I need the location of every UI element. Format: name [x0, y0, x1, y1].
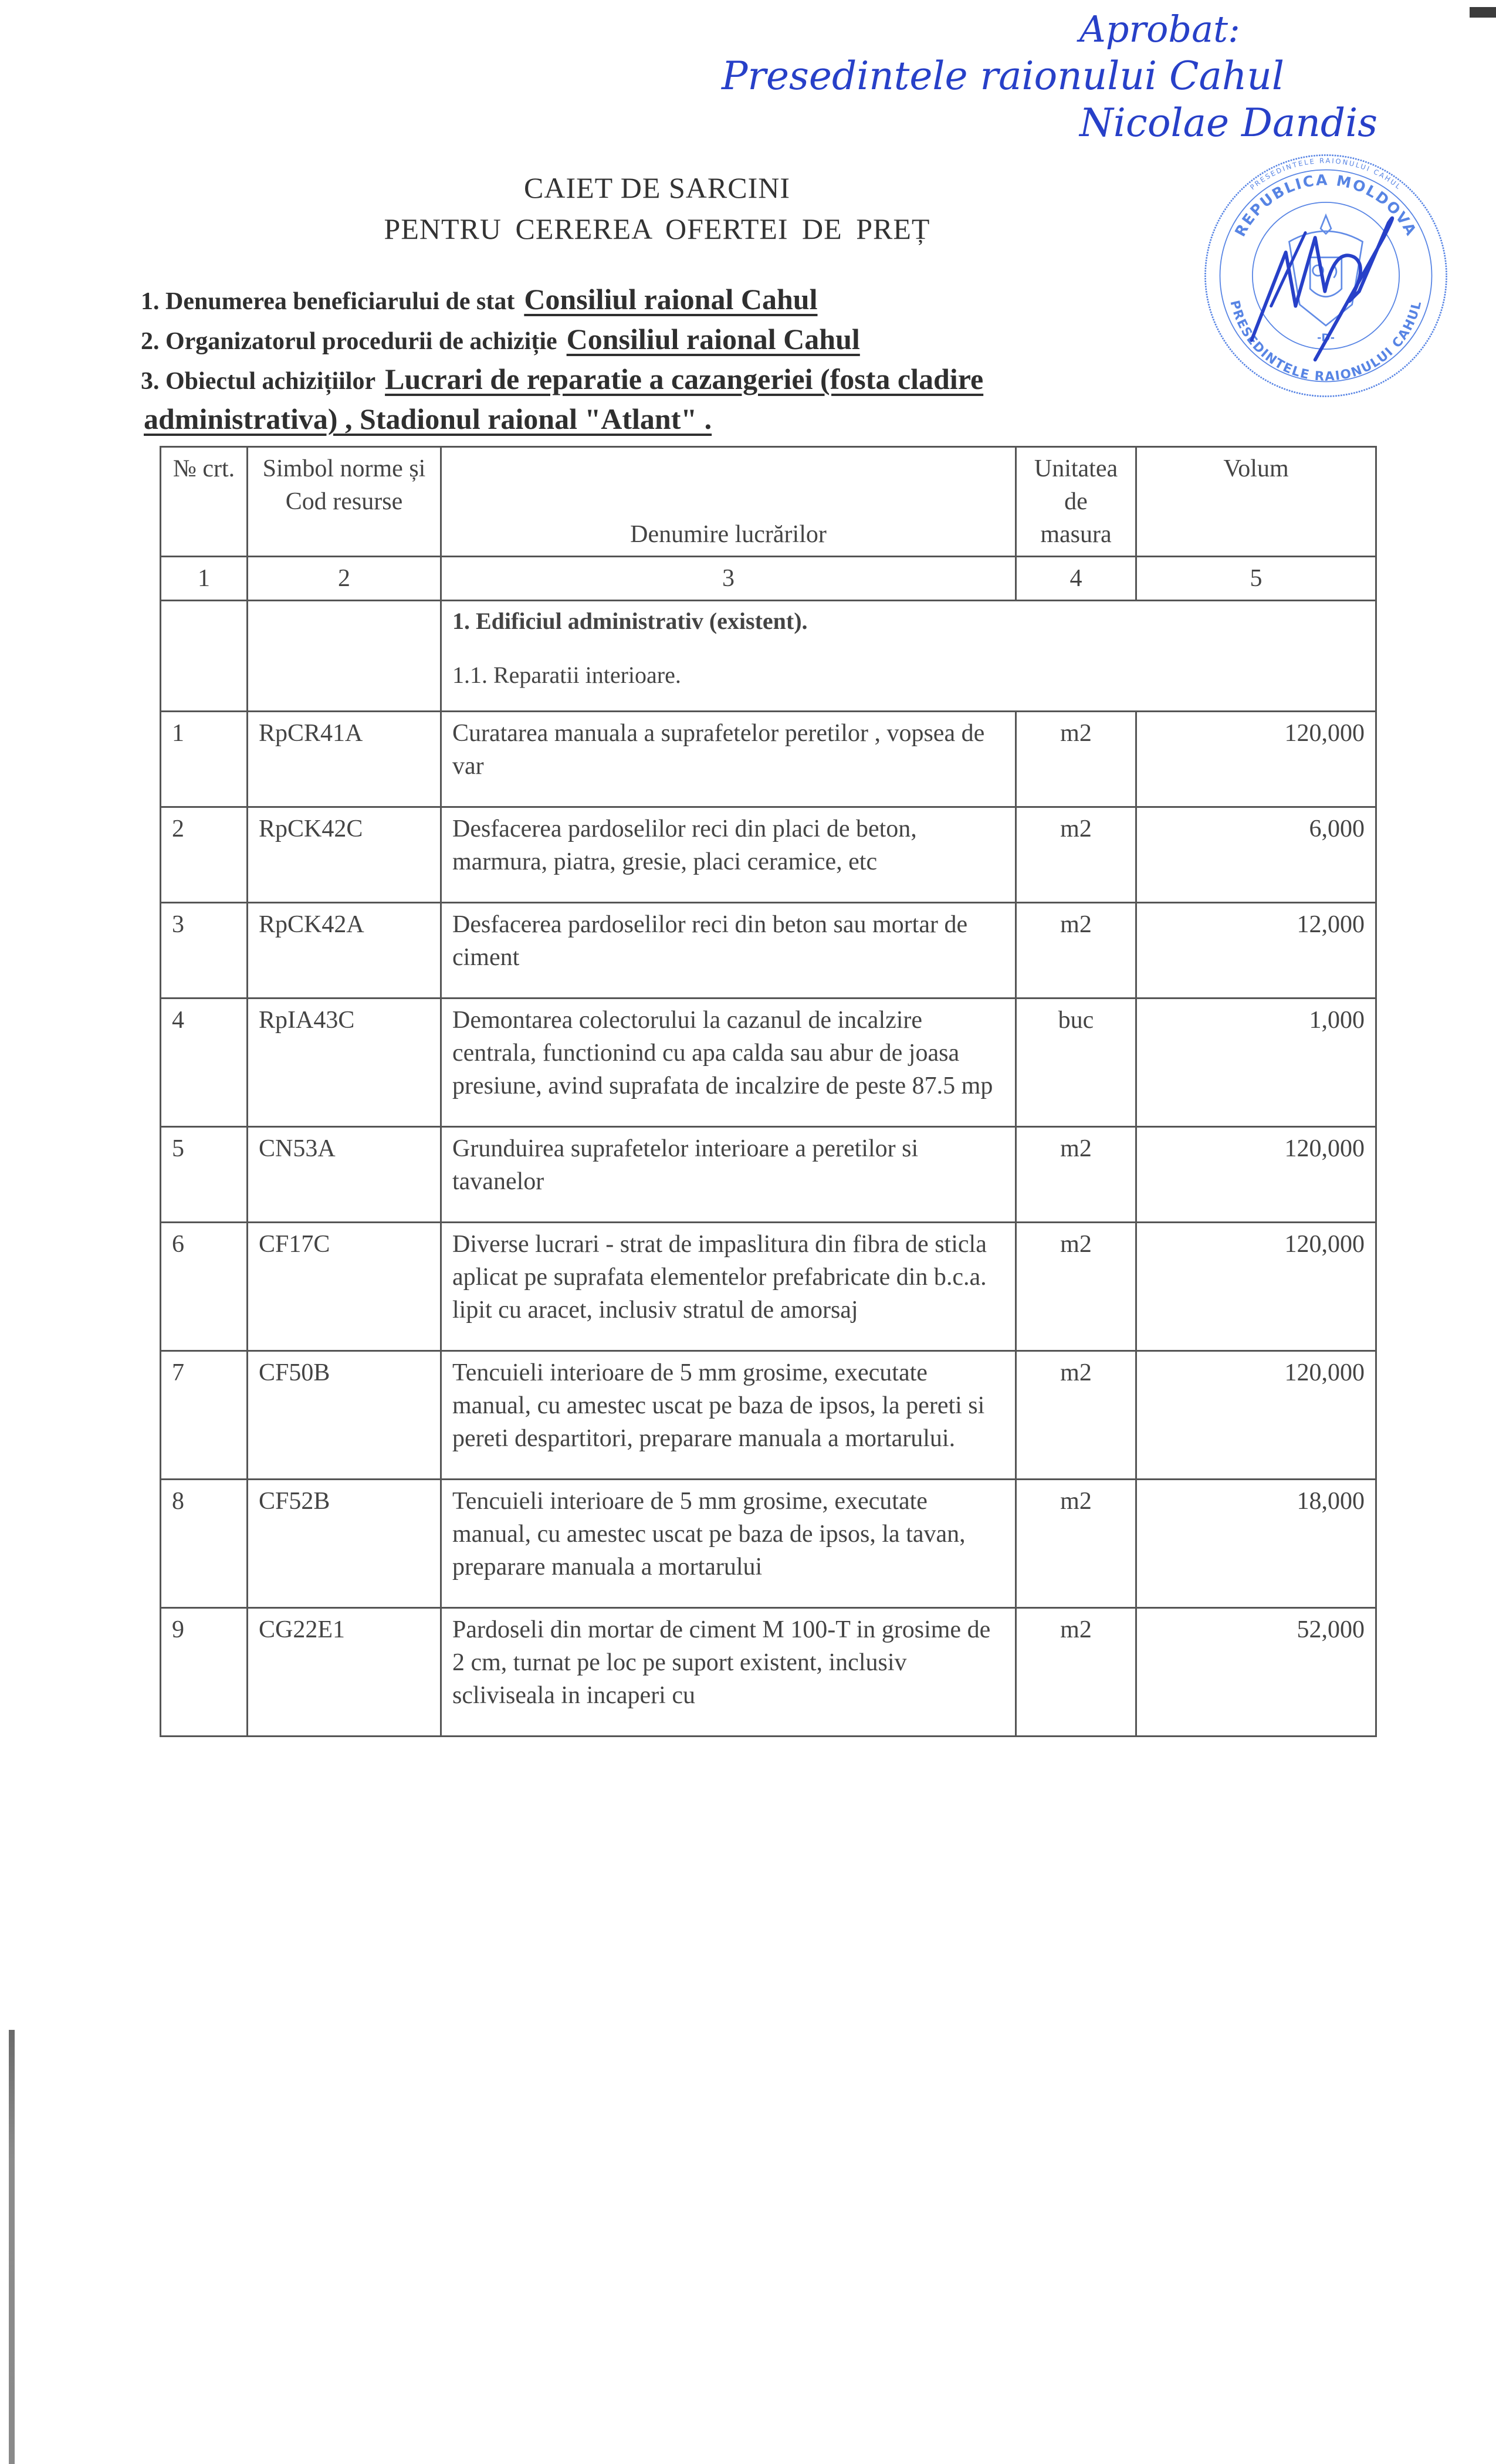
- row-number: 9: [161, 1608, 248, 1737]
- stamp-center-mark: -D-: [1317, 331, 1335, 344]
- row-code: CF17C: [248, 1223, 441, 1351]
- row-number: 4: [161, 999, 248, 1127]
- stamp-top-text: REPUBLICA MOLDOVA: [1231, 171, 1420, 239]
- table-header-row: [161, 447, 1376, 557]
- organizer-field: [141, 320, 1191, 360]
- field-label: 3. Obiectul achizițiilor: [141, 368, 376, 395]
- row-unit: buc: [1016, 999, 1136, 1127]
- column-number-row: [161, 557, 1376, 601]
- field-value: Lucrari de reparatie a cazangeriei (fosta cladire: [385, 363, 984, 395]
- section-row: [161, 601, 1376, 712]
- row-code: RpIA43C: [248, 999, 441, 1127]
- scan-edge-mark: [1470, 7, 1496, 18]
- column-number: 5: [1136, 557, 1376, 601]
- stamp-bottom-text: PRESEDINTELE RAIONULUI CAHUL: [1227, 299, 1425, 384]
- row-number: 1: [161, 712, 248, 807]
- column-number: 4: [1016, 557, 1136, 601]
- row-number: 7: [161, 1351, 248, 1480]
- scan-edge-mark: [9, 2030, 15, 2464]
- empty-cell: [161, 601, 248, 712]
- column-number: 1: [161, 557, 248, 601]
- empty-cell: [248, 601, 441, 712]
- document-subtitle: PENTRU CEREREA OFERTEI DE PREȚ: [384, 212, 930, 245]
- row-volume: 12,000: [1136, 903, 1376, 999]
- subsection-title: 1.1. Reparatii interioare.: [452, 662, 681, 688]
- row-description: Demontarea colectorului la cazanul de incalzire centrala, functionind cu apa calda sau abur de joasa presiune, avind suprafata de incalzire de peste 87.5 mp: [441, 999, 1016, 1127]
- table-row: [161, 1351, 1376, 1480]
- signature: [1238, 194, 1402, 370]
- row-number: 5: [161, 1127, 248, 1223]
- approval-handwriting: [704, 6, 1467, 147]
- table-row: [161, 903, 1376, 999]
- table-row: [161, 1223, 1376, 1351]
- document-title: CAIET DE SARCINI: [524, 171, 790, 204]
- row-description: Desfacerea pardoselilor reci din placi de beton, marmura, piatra, gresie, placi ceramice, etc: [441, 807, 1016, 903]
- row-number: 8: [161, 1480, 248, 1608]
- approval-line: Nicolae Dandis: [1079, 100, 1378, 145]
- header-nr: № crt.: [161, 447, 248, 557]
- row-code: CF52B: [248, 1480, 441, 1608]
- row-volume: 120,000: [1136, 1127, 1376, 1223]
- row-description: Pardoseli din mortar de ciment M 100-T in grosime de 2 cm, turnat pe loc pe suport existent, inclusiv scliviseala in incaperi cu: [441, 1608, 1016, 1737]
- row-code: RpCK42A: [248, 903, 441, 999]
- row-code: CF50B: [248, 1351, 441, 1480]
- approval-line: Presedintele raionului Cahul: [722, 53, 1284, 99]
- row-volume: 18,000: [1136, 1480, 1376, 1608]
- row-description: Curatarea manuala a suprafetelor peretilor , vopsea de var: [441, 712, 1016, 807]
- row-unit: m2: [1016, 1351, 1136, 1480]
- row-unit: m2: [1016, 1608, 1136, 1737]
- row-number: 6: [161, 1223, 248, 1351]
- row-description: Tencuieli interioare de 5 mm grosime, executate manual, cu amestec uscat pe baza de ipsos, la pereti si pereti despartitori, preparare manuala a mortarului.: [441, 1351, 1016, 1480]
- row-unit: m2: [1016, 1127, 1136, 1223]
- row-description: Tencuieli interioare de 5 mm grosime, executate manual, cu amestec uscat pe baza de ipsos, la tavan, preparare manuala a mortarului: [441, 1480, 1016, 1608]
- section-title: 1. Edificiul administrativ (existent).: [452, 608, 808, 634]
- approval-line: Aprobat:: [1079, 8, 1240, 50]
- row-volume: 6,000: [1136, 807, 1376, 903]
- object-field-continued: [144, 400, 1194, 440]
- header-simbol: Simbol norme și Cod resurse: [248, 447, 441, 557]
- table-row: [161, 999, 1376, 1127]
- row-code: CG22E1: [248, 1608, 441, 1737]
- beneficiary-field: [141, 280, 1191, 320]
- column-number: 2: [248, 557, 441, 601]
- header-unitate: Unitatea de masura: [1016, 447, 1136, 557]
- table-row: [161, 1127, 1376, 1223]
- row-code: RpCR41A: [248, 712, 441, 807]
- row-volume: 120,000: [1136, 712, 1376, 807]
- field-label: 2. Organizatorul procedurii de achiziție: [141, 328, 557, 355]
- field-label: 1. Denumerea beneficiarului de stat: [141, 288, 515, 315]
- table-row: [161, 1608, 1376, 1737]
- row-unit: m2: [1016, 807, 1136, 903]
- table-row: [161, 807, 1376, 903]
- row-volume: 120,000: [1136, 1223, 1376, 1351]
- object-field: [141, 360, 1191, 400]
- field-value-continued: administrativa) , Stadionul raional "Atlant" .: [144, 402, 712, 435]
- row-code: RpCK42C: [248, 807, 441, 903]
- row-description: Diverse lucrari - strat de impaslitura din fibra de sticla aplicat pe suprafata elementelor prefabricate din b.c.a. lipit cu aracet, inclusiv stratul de amorsaj: [441, 1223, 1016, 1351]
- column-number: 3: [441, 557, 1016, 601]
- row-unit: m2: [1016, 1480, 1136, 1608]
- table-row: [161, 712, 1376, 807]
- row-number: 3: [161, 903, 248, 999]
- row-volume: 1,000: [1136, 999, 1376, 1127]
- section-cell: [441, 601, 1376, 712]
- field-value: Consiliul raional Cahul: [566, 323, 860, 356]
- row-volume: 120,000: [1136, 1351, 1376, 1480]
- row-description: Grunduirea suprafetelor interioare a peretilor si tavanelor: [441, 1127, 1016, 1223]
- row-code: CN53A: [248, 1127, 441, 1223]
- header-denumire: Denumire lucrărilor: [441, 447, 1016, 557]
- table-row: [161, 1480, 1376, 1608]
- row-unit: m2: [1016, 1223, 1136, 1351]
- row-number: 2: [161, 807, 248, 903]
- stamp-outer-text: PRESEDINTELE RAIONULUI CAHUL: [1248, 156, 1403, 192]
- row-description: Desfacerea pardoselilor reci din beton sau mortar de ciment: [441, 903, 1016, 999]
- field-value: Consiliul raional Cahul: [524, 283, 818, 316]
- header-volum: Volum: [1136, 447, 1376, 557]
- row-volume: 52,000: [1136, 1608, 1376, 1737]
- works-table: [160, 446, 1377, 1737]
- row-unit: m2: [1016, 903, 1136, 999]
- row-unit: m2: [1016, 712, 1136, 807]
